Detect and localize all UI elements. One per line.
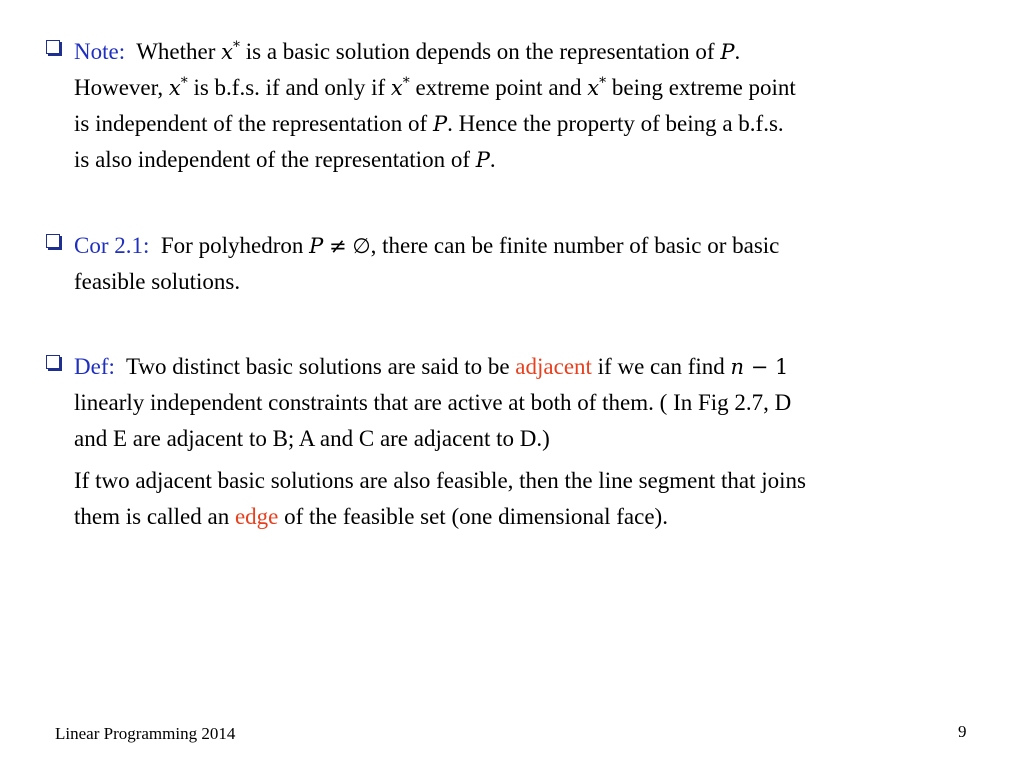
note-bullet	[46, 34, 996, 178]
square-bullet-icon	[46, 234, 60, 248]
def-paragraph	[74, 349, 996, 457]
edge-paragraph	[74, 463, 806, 535]
text-run: For polyhedron	[160, 233, 310, 258]
def-bullet	[46, 349, 996, 457]
text-run: and E are adjacent to B; A and C are adjacent to D.)	[74, 426, 550, 451]
text-run: is also independent of the representation of	[74, 147, 476, 172]
text-run: is b.f.s. if and only if	[187, 75, 391, 100]
math-P: P	[475, 148, 490, 172]
text-run: of the feasible set (one dimensional face).	[278, 504, 668, 529]
text-run: feasible solutions.	[74, 269, 241, 294]
footer-title: Linear Programming 2014	[55, 724, 236, 743]
math-emptyset: ∅	[352, 234, 371, 258]
square-bullet-icon	[46, 355, 60, 369]
page-number: 9	[958, 722, 967, 741]
text-run: However,	[74, 75, 169, 100]
def-label: Def:	[74, 354, 115, 379]
text-run: . Hence the property of being a b.f.s.	[447, 111, 784, 136]
text-run: Whether	[136, 39, 222, 64]
text-run: Two distinct basic solutions are said to be	[125, 354, 516, 379]
text-run: is a basic solution depends on the representation of	[239, 39, 721, 64]
note-paragraph	[74, 34, 996, 178]
math-P: P	[432, 112, 448, 136]
text-run: linearly independent constraints that are active at both of them. ( In Fig 2.7, D	[74, 390, 792, 415]
square-bullet-icon	[46, 40, 60, 54]
term-adjacent: adjacent	[515, 354, 592, 379]
text-run: is independent of the representation of	[74, 111, 433, 136]
math-n: n	[730, 355, 745, 379]
text-run: , there can be finite number of basic or basic	[370, 233, 780, 258]
math-P: P	[309, 234, 324, 258]
math-neq: ≠	[329, 234, 347, 258]
text-run: .	[734, 39, 741, 64]
text-run: extreme point and	[409, 75, 588, 100]
math-x: x*	[390, 75, 410, 100]
cor-label: Cor 2.1:	[74, 233, 150, 258]
math-x: x*	[168, 75, 188, 100]
text-run: .	[489, 147, 496, 172]
text-run: if we can find	[591, 354, 731, 379]
note-label: Note:	[74, 39, 126, 64]
text-run: being extreme point	[606, 75, 796, 100]
term-edge: edge	[234, 504, 279, 529]
math-x: x*	[221, 39, 240, 64]
text-run: them is called an	[74, 504, 235, 529]
math-minus-one: − 1	[744, 355, 789, 379]
cor-paragraph	[74, 228, 996, 300]
cor-bullet	[46, 228, 996, 300]
text-run: If two adjacent basic solutions are also feasible, then the line segment that joins	[74, 468, 806, 493]
math-P: P	[720, 40, 735, 64]
math-x: x*	[587, 75, 607, 100]
